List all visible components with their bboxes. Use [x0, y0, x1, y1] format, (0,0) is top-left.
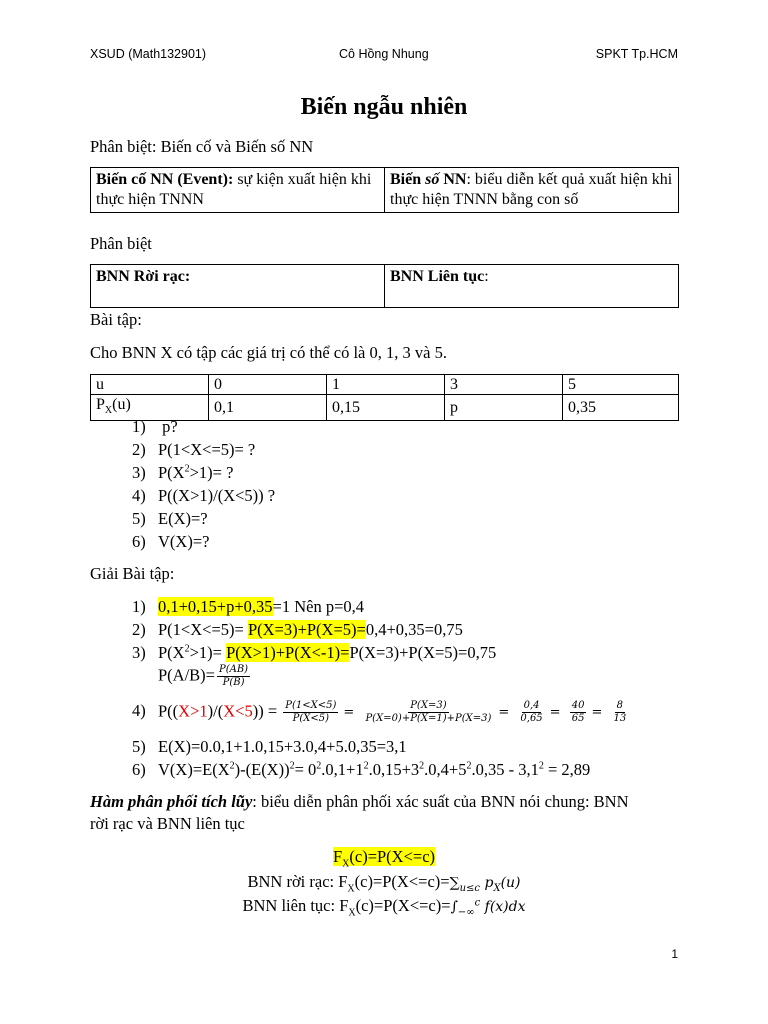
- header-teacher: Cô Hồng Nhung: [339, 47, 429, 61]
- table-row: $P_X(u)$ 0,1 0,15 p 0,35: [91, 395, 679, 421]
- solution-item: 3) $P(X^2>1)= P(X>1)+P(X<-1)=P(X=3)+P(X=5)=0,75$: [132, 643, 497, 662]
- question-item: 4) P((X>1)/(X<5)) ?: [132, 486, 276, 505]
- fraction: $\frac{40}{65}$: [571, 700, 585, 724]
- continuous-cell: BNN Liên tục:: [385, 265, 679, 308]
- question-item: 5) E(X)=?: [132, 509, 208, 528]
- cdf-definition: Hàm phân phối tích lũy: biểu diễn phân phối xác suất của BNN nói chung: BNN: [90, 792, 629, 811]
- cdf-formula: $F_X(c)=P(X<=c)$: [332, 847, 436, 870]
- continuous-cdf: BNN liên tục: $F_X(c)=P(X<=c)=\int_{-\infty}^c$ f(x)dx: [242, 896, 526, 919]
- bai-tap-label: Bài tập:: [90, 310, 142, 329]
- discrete-cdf: BNN rời rạc: $F_X(c)=P(X<=c)=\sum_{u\le c}$ $p_X(u)$: [247, 872, 521, 895]
- problem-statement: Cho BNN X có tập các giá trị có thể có là 0, 1, 3 và 5.: [90, 343, 447, 362]
- solution-item: 4) P((X>1)/(X<5)) = $\frac{P(1<X<5)}{P(X<5)}$ = $\frac{P(X=3)}{P(X=0)+P(X=1)+P(X=3)}$ = $\frac{0,4}{0,65}$ = $\frac{40}{65}$ = $\frac{8}{13}$: [132, 700, 627, 724]
- page-title: Biến ngẫu nhiên: [300, 94, 468, 120]
- conditional-formula: P(A/B)= $\frac{P(AB)}{P(B)}$: [158, 664, 249, 688]
- question-item: 1) p?: [132, 417, 178, 436]
- variable-cell: Biến số NN: biểu diễn kết quả xuất hiện khi thực hiện TNNN bằng con số: [385, 168, 679, 213]
- fraction: $\frac{P(X=3)}{P(X=0)+P(X=1)+P(X=3)}$: [365, 700, 492, 724]
- cdf-definition-cont: rời rạc và BNN liên tục: [90, 814, 245, 833]
- question-item: 2) P(1<X<=5)= ?: [132, 440, 256, 459]
- page-number: 1: [671, 947, 678, 961]
- table-row: u 0 1 3 5: [91, 375, 679, 395]
- discrete-cell: BNN Rời rạc:: [91, 265, 385, 308]
- header-course: XSUD (Math132901): [90, 47, 207, 61]
- event-cell: Biến cố NN (Event): sự kiện xuất hiện khi thực hiện TNNN: [91, 168, 385, 213]
- solution-item: 5) E(X)=0.0,1+1.0,15+3.0,4+5.0,35=3,1: [132, 737, 407, 756]
- event-vs-variable-table: [90, 167, 679, 213]
- fraction: $\frac{8}{13}$: [613, 700, 627, 724]
- fraction: $\frac{0,4}{0,65}$: [520, 700, 543, 724]
- solution-item: 6) $V(X)=E(X^2)-(E(X))^2= 0^2.0,1+1^2.0,15+3^2.0,4+5^2.0,35 - 3,1^2 = 2,89$: [132, 760, 591, 779]
- question-item: 6) V(X)=?: [132, 532, 210, 551]
- header-school: SPKT Tp.HCM: [595, 47, 678, 61]
- fraction: $\frac{P(1<X<5)}{P(X<5)}$: [285, 700, 337, 724]
- solution-item: 1) 0,1+0,15+p+0,35=1 Nên p=0,4: [132, 597, 365, 616]
- intro-line: Phân biệt: Biến cố và Biến số NN: [90, 137, 314, 156]
- solution-label: Giải Bài tập:: [90, 564, 175, 583]
- phan-biet-label: Phân biệt: [90, 234, 152, 253]
- discrete-vs-continuous-table: [90, 264, 679, 308]
- question-item: 3) $P(X^2>1)=$ ?: [132, 463, 234, 482]
- distribution-table: [90, 374, 679, 421]
- solution-item: 2) P(1<X<=5)= P(X=3)+P(X=5)=0,4+0,35=0,75: [132, 620, 463, 639]
